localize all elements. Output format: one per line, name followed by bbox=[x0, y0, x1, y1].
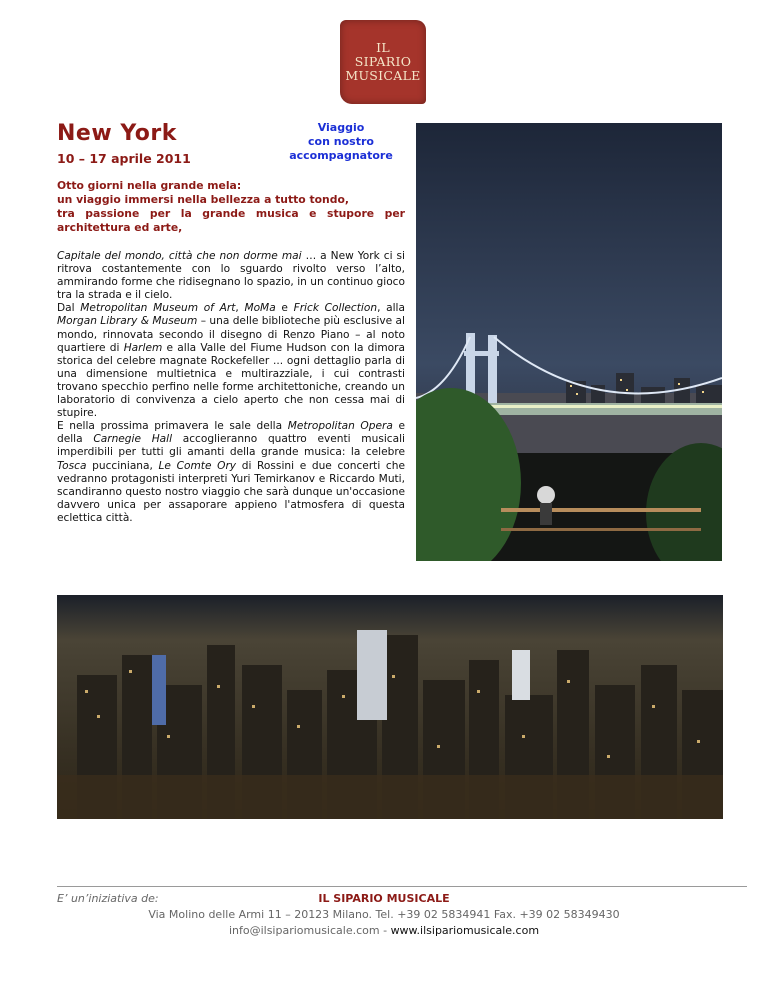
body-paragraph bbox=[57, 250, 405, 302]
body-emphasis: Metropolitan Opera bbox=[287, 420, 393, 433]
body-emphasis: MoMa bbox=[244, 302, 276, 315]
body-emphasis: Carnegie Hall bbox=[93, 433, 173, 446]
trip-note-line: con nostro bbox=[308, 135, 374, 148]
lead-line: Otto giorni nella grande mela: bbox=[57, 179, 242, 192]
body-span: , bbox=[235, 302, 245, 315]
body-span: accoglieranno quattro eventi musicali imperdibili per tutti gli amanti della grande musica: la celebre bbox=[57, 433, 406, 459]
bridge-night-photo bbox=[416, 123, 722, 561]
body-text bbox=[57, 250, 405, 525]
body-span: pucciniana, bbox=[86, 459, 159, 472]
body-span: … a New York ci si ritrova costantemente con lo sguardo rivolto verso l’alto, ammirando forme che ridisegnano lo spazio, in un continuo gioco tra la strada e il cielo. bbox=[57, 250, 405, 302]
body-paragraph bbox=[57, 302, 405, 420]
body-emphasis: Le Comte Ory bbox=[158, 459, 237, 472]
body-emphasis: Tosca bbox=[57, 459, 87, 472]
footer-organization: IL SIPARIO MUSICALE bbox=[318, 892, 450, 905]
trip-dates: 10 – 17 aprile 2011 bbox=[57, 151, 191, 166]
logo-line: IL bbox=[376, 40, 390, 55]
body-emphasis: Capitale del mondo, città che non dorme mai bbox=[57, 250, 302, 262]
footer-intro: E’ un’iniziativa de: bbox=[57, 892, 159, 905]
lead-line: un viaggio immersi nella bellezza a tutto tondo, bbox=[57, 193, 349, 206]
body-emphasis: Frick Collection bbox=[293, 302, 378, 315]
body-span: di Rossini e due concerti che vedranno protagonisti interpreti Yuri Temirkanov e Riccardo Muti, scandiranno questo nostro viaggio che sarà dunque un'occasione davvero unica per assaporare appieno l'atmosfera di questa eclettica città. bbox=[57, 459, 405, 524]
lead-paragraph bbox=[57, 179, 405, 235]
body-emphasis: Morgan Library & Museum bbox=[57, 315, 198, 328]
body-span: , alla bbox=[377, 302, 405, 315]
body-span: e bbox=[275, 302, 294, 315]
footer-separator: - bbox=[379, 924, 391, 937]
sipario-musicale-logo bbox=[340, 20, 426, 104]
body-span: e della bbox=[57, 420, 405, 446]
footer-email[interactable]: info@ilsipariomusicale.com bbox=[228, 924, 380, 937]
body-span: E nella prossima primavera le sale della bbox=[57, 420, 288, 433]
trip-note-line: accompagnatore bbox=[289, 149, 393, 162]
logo-line: SIPARIO bbox=[354, 54, 412, 69]
footer-website[interactable]: www.ilsipariomusicale.com bbox=[390, 924, 540, 937]
lead-line: architettura ed arte, bbox=[57, 221, 183, 234]
page-title: New York bbox=[57, 121, 177, 146]
footer-address: Via Molino delle Armi 11 – 20123 Milano. Tel. +39 02 5834941 Fax. +39 02 58349430 bbox=[148, 908, 620, 921]
body-span: e alla Valle del Fiume Hudson con la dimora storica del celebre magnate Rockefeller ... ogni dettaglio parla di una dimensione multietnica e multirazziale, i cui contrasti trovano specchio perfino nelle forme architettoniche, creando un laboratorio di convivenza a cielo aperto che non cessa mai di stupire. bbox=[57, 341, 405, 420]
footer-contacts bbox=[0, 924, 768, 937]
body-emphasis: Harlem bbox=[123, 341, 163, 354]
logo-line: MUSICALE bbox=[345, 68, 421, 83]
footer-divider bbox=[57, 886, 747, 887]
manhattan-night-photo bbox=[57, 595, 723, 819]
trip-note bbox=[280, 121, 402, 163]
body-emphasis: Metropolitan Museum of Art bbox=[80, 302, 236, 315]
trip-note-line: Viaggio bbox=[317, 121, 365, 134]
body-span: Dal bbox=[57, 302, 81, 315]
lead-line: tra passione per la grande musica e stupore per bbox=[57, 207, 405, 220]
body-paragraph bbox=[57, 420, 405, 525]
body-span: – una delle biblioteche più esclusive al mondo, rinnovata secondo il disegno di Renzo Piano – al noto quartiere di bbox=[57, 315, 405, 354]
